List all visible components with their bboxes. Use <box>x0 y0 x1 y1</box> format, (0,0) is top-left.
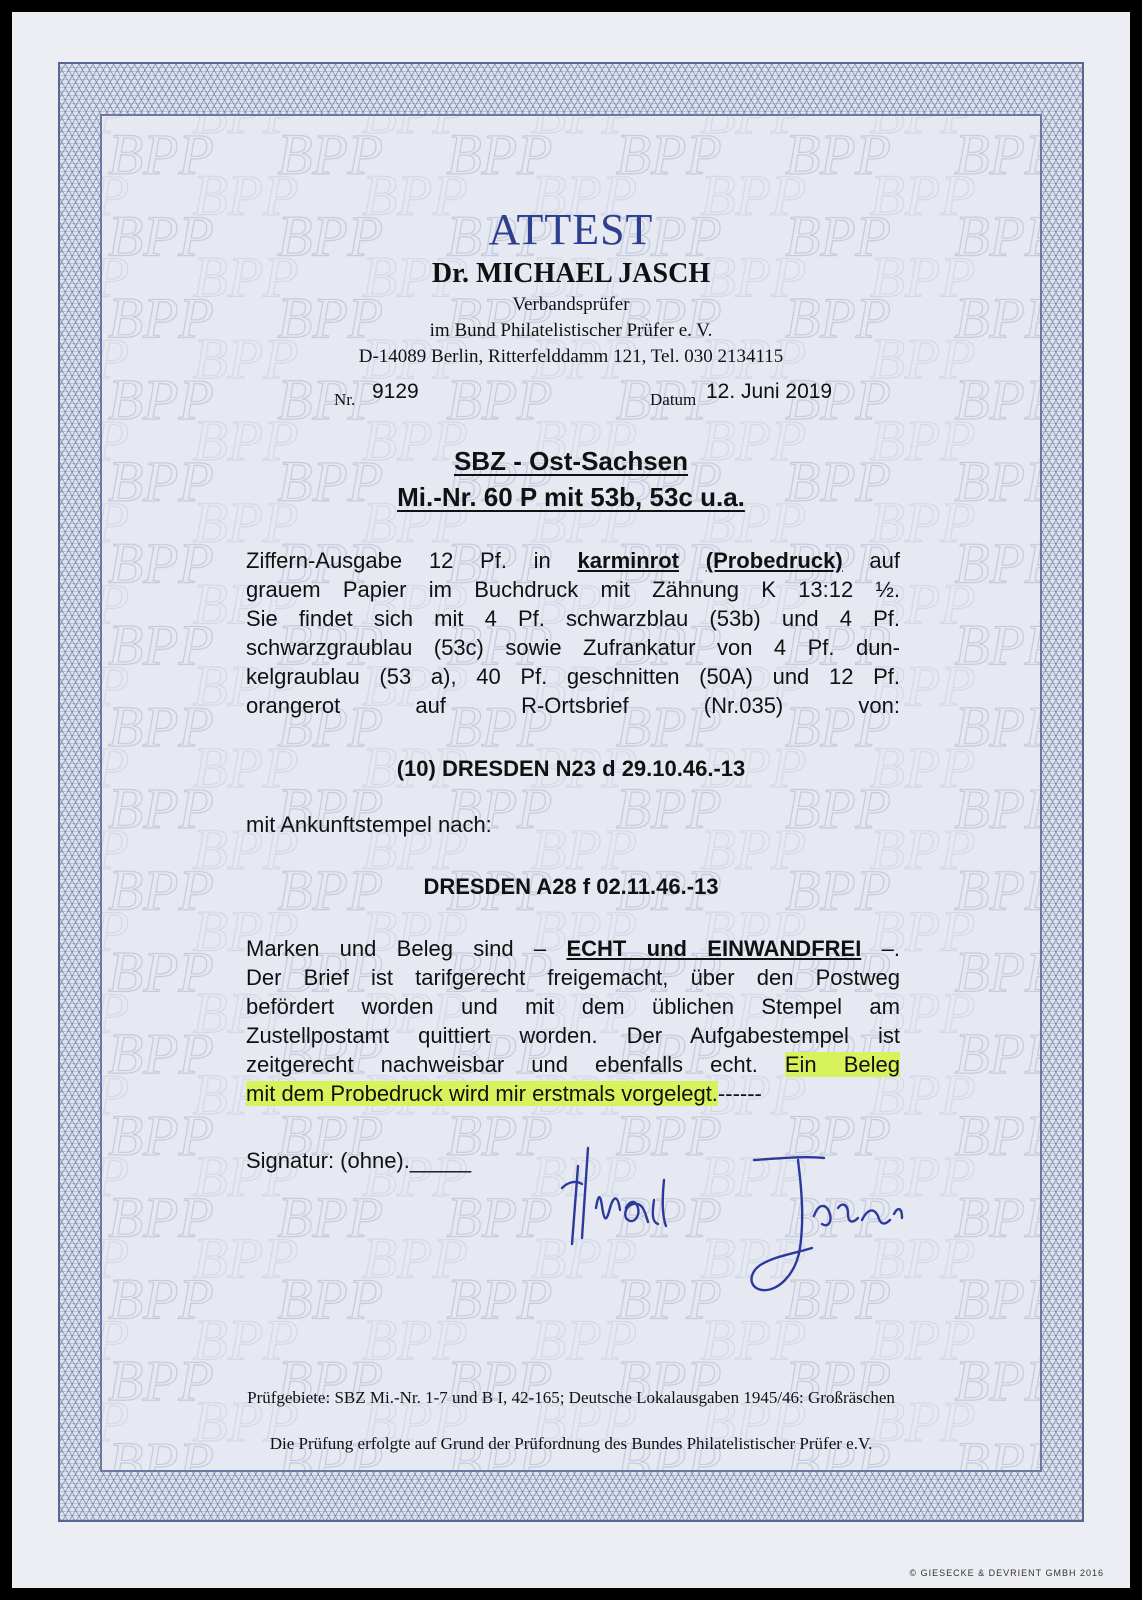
arrival-postmark: DRESDEN A28 f 02.11.46.-13 <box>423 874 719 899</box>
verdict-line: befördert worden und mit dem üblichen Stempel am <box>246 994 900 1019</box>
verdict-line: Der Brief ist tarifgerecht freigemacht, über den Postweg <box>246 965 900 990</box>
verdict-line: zeitgerecht nachweisbar und ebenfalls echt. Ein Beleg <box>246 1052 900 1077</box>
description-line: orangerot auf R-Ortsbrief (Nr.035) von: <box>246 693 900 718</box>
printer-imprint: © GIESECKE & DEVRIENT GMBH 2016 <box>909 1568 1104 1578</box>
verdict-result: ECHT und EINWANDFREI <box>566 936 862 961</box>
certificate-number: 9129 <box>372 380 419 403</box>
certificate-number-label: Nr. <box>334 390 356 409</box>
probedruck-label: (Probedruck) <box>705 548 843 573</box>
highlighted-text: Ein Beleg <box>784 1052 900 1077</box>
examiner-name: Dr. MICHAEL JASCH <box>431 258 711 289</box>
highlighted-text: mit dem Probedruck wird mir erstmals vorgelegt. <box>246 1081 718 1106</box>
arrival-intro: mit Ankunftstempel nach: <box>246 812 492 837</box>
verdict-text <box>246 934 900 1108</box>
verdict-line: mit dem Probedruck wird mir erstmals vorgelegt.------ <box>246 1081 762 1106</box>
subject-area: SBZ - Ost-Sachsen <box>453 446 689 476</box>
examiner-association: im Bund Philatelistischer Prüfer e. V. <box>429 320 713 341</box>
signature-label: Signatur: (ohne)._____ <box>246 1148 472 1173</box>
verdict-line: Marken und Beleg sind – ECHT und EINWANDFREI –. <box>246 936 900 961</box>
certificate-title: ATTEST <box>488 205 654 254</box>
description-line: schwarzgraublau (53c) sowie Zufrankatur von 4 Pf. dun- <box>246 635 900 660</box>
certificate-sheet <box>12 12 1130 1588</box>
legal-notice: Die Prüfung erfolgte auf Grund der Prüfordnung des Bundes Philatelistischer Prüfer e.V. <box>269 1434 873 1453</box>
color-karminrot: karminrot <box>577 548 680 573</box>
certificate-body <box>100 114 1042 1472</box>
date-label: Datum <box>650 390 697 409</box>
description-line: grauem Papier im Buchdruck mit Zähnung K 13:12 ½. <box>246 577 900 602</box>
handwritten-signature <box>522 1096 942 1296</box>
examiner-address: D-14089 Berlin, Ritterfelddamm 121, Tel. 030 2134115 <box>358 346 784 367</box>
verdict-line: Zustellpostamt quittiert worden. Der Aufgabestempel ist <box>246 1023 900 1048</box>
examiner-role: Verbandsprüfer <box>512 294 630 315</box>
certificate-date: 12. Juni 2019 <box>706 380 833 403</box>
description-line: kelgraublau (53 a), 40 Pf. geschnitten (50A) und 12 Pf. <box>246 664 900 689</box>
description-line: Ziffern-Ausgabe 12 Pf. in karminrot (Probedruck) auf <box>246 548 900 573</box>
subject-catalog-numbers: Mi.-Nr. 60 P mit 53b, 53c u.a. <box>397 482 745 512</box>
description-line: Sie findet sich mit 4 Pf. schwarzblau (53b) und 4 Pf. <box>246 606 900 631</box>
departure-postmark: (10) DRESDEN N23 d 29.10.46.-13 <box>396 756 746 781</box>
examination-scope: Prüfgebiete: SBZ Mi.-Nr. 1-7 und B I, 42-165; Deutsche Lokalausgaben 1945/46: Großräschen <box>247 1388 895 1407</box>
item-description <box>246 546 900 720</box>
